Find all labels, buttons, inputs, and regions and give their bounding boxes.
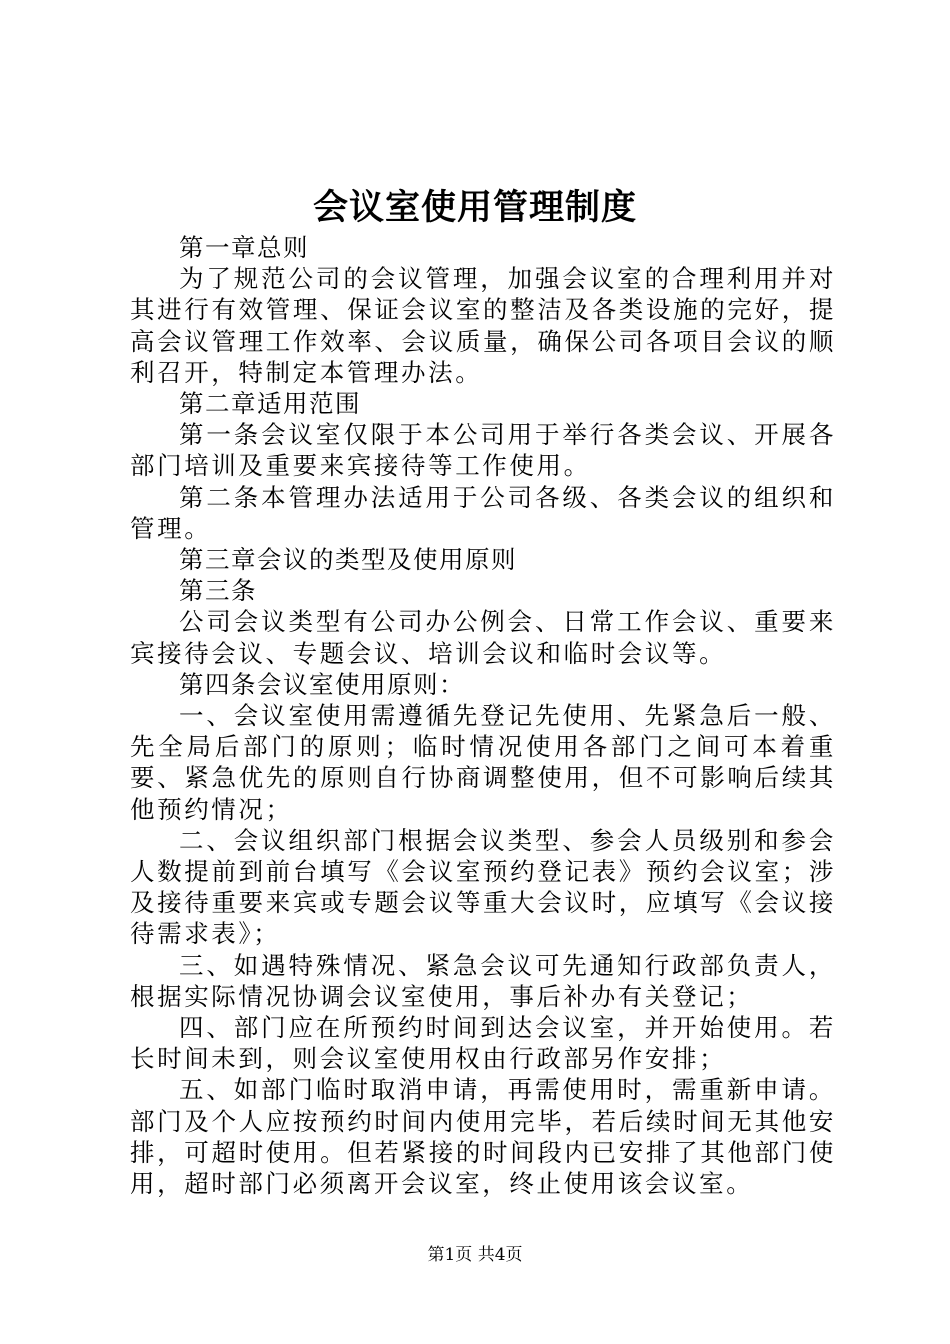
paragraph: 第二条本管理办法适用于公司各级、各类会议的组织和管理。 (130, 482, 836, 543)
paragraph: 五、如部门临时取消申请，再需使用时，需重新申请。部门及个人应按预约时间内使用完毕，若后续时间无其他安排，可超时使用。但若紧接的时间段内已安排了其他部门使用，超时部门必须离开会议室，终止使用该会议室。 (130, 1075, 836, 1199)
paragraph: 三、如遇特殊情况、紧急会议可先通知行政部负责人，根据实际情况协调会议室使用，事后补办有关登记； (130, 950, 836, 1011)
paragraph: 二、会议组织部门根据会议类型、参会人员级别和参会人数提前到前台填写《会议室预约登记表》预约会议室；涉及接待重要来宾或专题会议等重大会议时，应填写《会议接待需求表》； (130, 825, 836, 949)
paragraph: 为了规范公司的会议管理，加强会议室的合理利用并对其进行有效管理、保证会议室的整洁及各类设施的完好，提高会议管理工作效率、会议质量，确保公司各项目会议的顺利召开，特制定本管理办法。 (130, 264, 836, 387)
article-heading: 第四条会议室使用原则： (179, 669, 465, 699)
paragraph: 四、部门应在所预约时间到达会议室，并开始使用。若长时间未到，则会议室使用权由行政部另作安排； (130, 1013, 836, 1074)
chapter-heading: 第三章会议的类型及使用原则 (179, 545, 517, 575)
article-heading: 第三条 (179, 576, 257, 606)
paragraph: 公司会议类型有公司办公例会、日常工作会议、重要来宾接待会议、专题会议、培训会议和临时会议等。 (130, 607, 836, 668)
paragraph: 第一条会议室仅限于本公司用于举行各类会议、开展各部门培训及重要来宾接待等工作使用。 (130, 420, 836, 481)
chapter-heading: 第一章总则 (179, 233, 309, 262)
document-body (130, 232, 836, 1199)
document-title: 会议室使用管理制度 (312, 187, 637, 228)
paragraph: 一、会议室使用需遵循先登记先使用、先紧急后一般、先全局后部门的原则；临时情况使用各部门之间可本着重要、紧急优先的原则自行协商调整使用，但不可影响后续其他预约情况； (130, 701, 836, 824)
chapter-heading: 第二章适用范围 (179, 389, 361, 419)
page-footer: 第1页 共4页 (427, 1245, 523, 1265)
